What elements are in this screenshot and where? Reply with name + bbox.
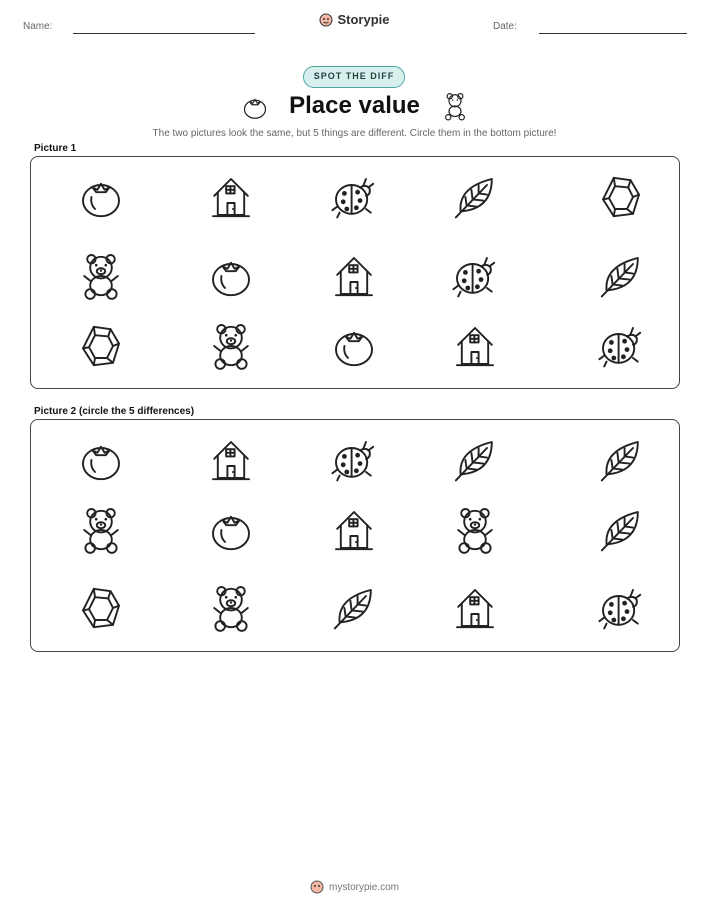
picture1-cell [76, 251, 126, 301]
leaf-icon [597, 252, 645, 300]
picture2-cell[interactable] [206, 435, 256, 485]
picture1-cell [596, 172, 646, 222]
picture1-cell [450, 172, 500, 222]
leaf-icon [451, 436, 499, 484]
tomato-icon [207, 506, 255, 554]
ladybug-icon [330, 436, 378, 484]
picture2-cell[interactable] [329, 505, 379, 555]
instructions: The two pictures look the same, but 5 things are different. Circle them in the bottom picture! [152, 128, 557, 139]
picture1-label: Picture 1 [34, 143, 77, 154]
gem-icon [597, 173, 645, 221]
picture1-cell [329, 172, 379, 222]
house-icon [330, 252, 378, 300]
picture1-cell [206, 321, 256, 371]
picture1-cell [206, 251, 256, 301]
picture2-cell[interactable] [329, 435, 379, 485]
house-icon [451, 584, 499, 632]
picture2-cell[interactable] [450, 505, 500, 555]
gem-icon [77, 584, 125, 632]
house-icon [207, 173, 255, 221]
tomato-icon [330, 322, 378, 370]
picture2-cell[interactable] [596, 583, 646, 633]
house-icon [330, 506, 378, 554]
gem-icon [77, 322, 125, 370]
picture1-cell [329, 321, 379, 371]
leaf-icon [597, 506, 645, 554]
ladybug-icon [330, 173, 378, 221]
footer [0, 880, 709, 897]
picture2-cell[interactable] [450, 435, 500, 485]
brand-logo [0, 12, 709, 30]
picture2-cell[interactable] [76, 435, 126, 485]
picture2-cell[interactable] [76, 583, 126, 633]
picture1-cell [76, 172, 126, 222]
tomato-icon [207, 252, 255, 300]
picture2-cell[interactable] [206, 583, 256, 633]
house-icon [207, 436, 255, 484]
teddy-bear-icon [207, 584, 255, 632]
picture2-cell[interactable] [596, 435, 646, 485]
date-line[interactable] [539, 33, 687, 34]
picture1-cell [76, 321, 126, 371]
brand-name: Storypie [337, 12, 390, 27]
picture1-cell [450, 321, 500, 371]
picture1-cell [206, 172, 256, 222]
activity-badge: SPOT THE DIFF [303, 66, 405, 88]
picture1-cell [450, 251, 500, 301]
storypie-logo-icon [319, 13, 333, 27]
teddy-bear-icon [77, 252, 125, 300]
page-title: Place value [289, 92, 420, 119]
ladybug-icon [597, 322, 645, 370]
footer-url: mystorypie.com [328, 881, 399, 893]
picture2-cell[interactable] [76, 505, 126, 555]
picture2-cell[interactable] [596, 505, 646, 555]
teddy-bear-icon [77, 506, 125, 554]
ladybug-icon [451, 252, 499, 300]
picture1-cell [596, 251, 646, 301]
name-label: Name: [23, 21, 53, 32]
picture2-cell[interactable] [450, 583, 500, 633]
date-label: Date: [493, 21, 517, 32]
picture2-cell[interactable] [329, 583, 379, 633]
name-line[interactable] [73, 33, 255, 34]
picture2-label: Picture 2 (circle the 5 differences) [34, 406, 195, 417]
picture1-cell [596, 321, 646, 371]
tomato-icon [77, 173, 125, 221]
house-icon [451, 322, 499, 370]
picture2-cell[interactable] [206, 505, 256, 555]
leaf-icon [451, 173, 499, 221]
picture1-cell [329, 251, 379, 301]
teddy-bear-icon [207, 322, 255, 370]
teddy-bear-icon [451, 506, 499, 554]
leaf-icon [597, 436, 645, 484]
leaf-icon [330, 584, 378, 632]
title-teddy-bear-icon [440, 91, 470, 126]
storypie-footer-icon [310, 880, 324, 894]
ladybug-icon [597, 584, 645, 632]
tomato-icon [77, 436, 125, 484]
